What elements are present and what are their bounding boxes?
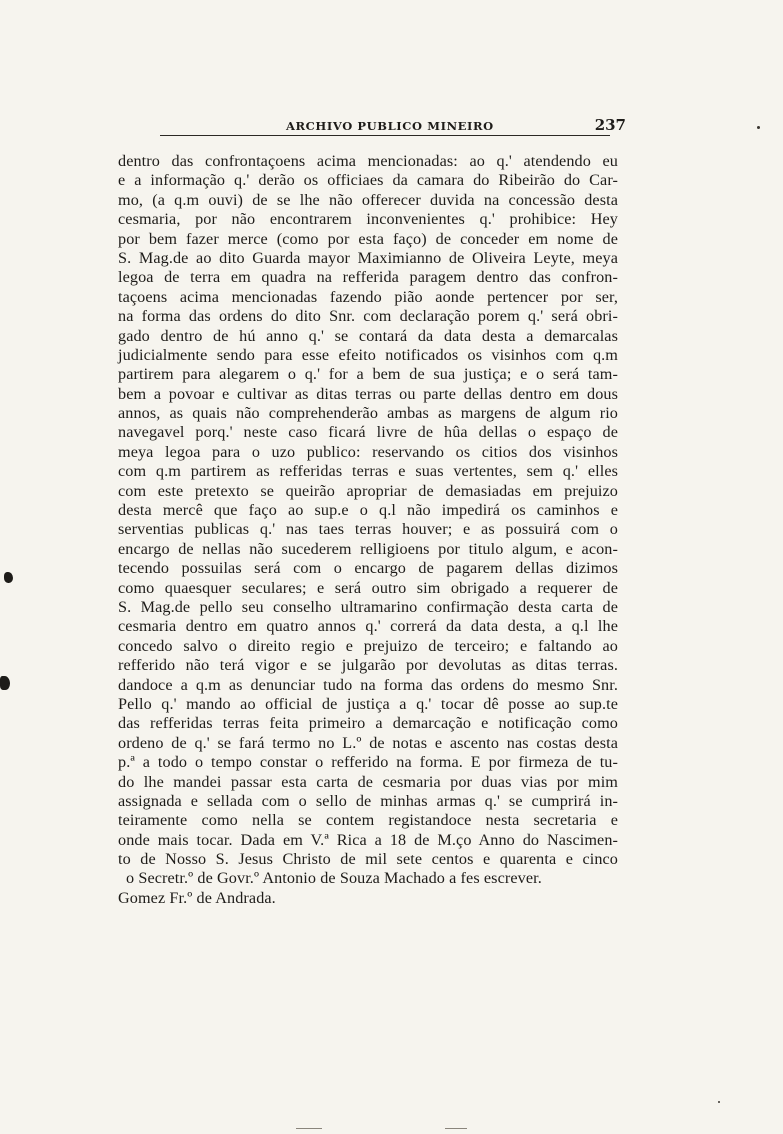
text-line: meya legoa para o uzo publico: reservando os citios dos visinhos <box>118 442 618 461</box>
text-line: tecendo possuilas será com o encargo de pagarem dellas dizimos <box>118 559 618 578</box>
text-line: teiramente como nella se contem registandoce nesta secretaria e <box>118 811 618 830</box>
margin-blot <box>4 572 13 583</box>
text-line: partirem para alegarem o q.' for a bem de sua justiça; e o será tam- <box>118 365 618 384</box>
text-line: com este pretexto se queirão apropriar de demasiadas em prejuizo <box>118 481 618 500</box>
text-line: p.ª a todo o tempo constar o refferido na forma. E por firmeza de tu- <box>118 753 618 772</box>
text-line: to de Nosso S. Jesus Christo de mil sete centos e quarenta e cinco <box>118 850 618 869</box>
text-line: encargo de nellas não sucederem relligioens por titulo algum, e acon- <box>118 539 618 558</box>
text-line: do lhe mandei passar esta carta de cesmaria por duas vias por mim <box>118 772 618 791</box>
scan-mark <box>445 1128 467 1129</box>
margin-blot <box>0 676 10 690</box>
text-line: taçoens acima mencionadas fazendo pião aonde pertencer por ser, <box>118 287 618 306</box>
text-line: cesmaria, por não encontrarem inconvenientes q.' prohibice: Hey <box>118 210 618 229</box>
text-line: dandoce a q.m as denunciar tudo na forma das ordens do mesmo Snr. <box>118 675 618 694</box>
text-line: bem a povoar e cultivar as ditas terras ou parte dellas dentro em dous <box>118 384 618 403</box>
text-line: das refferidas terras feita primeiro a demarcação e notificação como <box>118 714 618 733</box>
text-line: refferido não terá vigor e se julgarão por devolutas as ditas terras. <box>118 656 618 675</box>
text-line: gado dentro de hú anno q.' se contará da data desta a demarcalas <box>118 326 618 345</box>
text-line: legoa de terra em quadra na refferida paragem dentro das confron- <box>118 268 618 287</box>
margin-speck <box>718 1101 720 1103</box>
text-line: assignada e sellada com o sello de minhas armas q.' se cumprirá in- <box>118 791 618 810</box>
text-line: onde mais tocar. Dada em V.ª Rica a 18 de M.ço Anno do Nascimen- <box>118 830 618 849</box>
page-header <box>118 114 626 140</box>
text-line: mo, (a q.m ouvi) de se lhe não offerecer duvida na concessão desta <box>118 190 618 209</box>
text-line: cesmaria dentro em quatro annos q.' correrá da data desta, a q.l lhe <box>118 617 618 636</box>
document-body <box>118 152 618 908</box>
text-line: desta mercê que faço ao sup.e o q.l não impedirá os caminhos e <box>118 501 618 520</box>
text-line: e a informação q.' derão os officiaes da camara do Ribeirão do Car- <box>118 171 618 190</box>
text-line: na forma das ordens do dito Snr. com declaração porem q.' será obri- <box>118 307 618 326</box>
text-line: Gomez Fr.º de Andrada. <box>118 888 276 907</box>
text-line: por bem fazer merce (como por esta faço) de conceder em nome de <box>118 229 618 248</box>
text-line: annos, as quais não comprehenderão ambas as margens de algum rio <box>118 404 618 423</box>
text-line: S. Mag.de pello seu conselho ultramarino confirmação desta carta de <box>118 597 618 616</box>
text-line: S. Mag.de ao dito Guarda mayor Maximianno de Oliveira Leyte, meya <box>118 248 618 267</box>
text-line: como quaesquer seculares; e será outro sim obrigado a requerer de <box>118 578 618 597</box>
running-title: ARCHIVO PUBLICO MINEIRO <box>286 119 494 133</box>
text-line: Pello q.' mando ao official de justiça a q.' tocar dê posse ao sup.te <box>118 694 618 713</box>
scan-mark <box>296 1128 322 1129</box>
text-line: com q.m partirem as refferidas terras e suas vertentes, sem q.' elles <box>118 462 618 481</box>
text-line: ordeno de q.' se fará termo no L.º de notas e ascento nas costas desta <box>118 733 618 752</box>
text-line: dentro das confrontaçoens acima mencionadas: ao q.' atendendo eu <box>118 152 618 170</box>
text-line: judicialmente sendo para esse efeito notificados os visinhos com q.m <box>118 345 618 364</box>
text-line: navegavel porq.' neste caso ficará livre de hûa dellas o espaço de <box>118 423 618 442</box>
page-number: 237 <box>594 116 626 134</box>
header-rule <box>160 135 610 136</box>
margin-speck <box>757 126 760 129</box>
text-line: o Secretr.º de Govr.º Antonio de Souza Machado a fes escrever. <box>126 869 542 888</box>
text-line: serventias publicas q.' nas taes terras houver; e as possuirá com o <box>118 520 618 539</box>
text-line: concedo salvo o direito regio e prejuizo de terceiro; e faltando ao <box>118 636 618 655</box>
